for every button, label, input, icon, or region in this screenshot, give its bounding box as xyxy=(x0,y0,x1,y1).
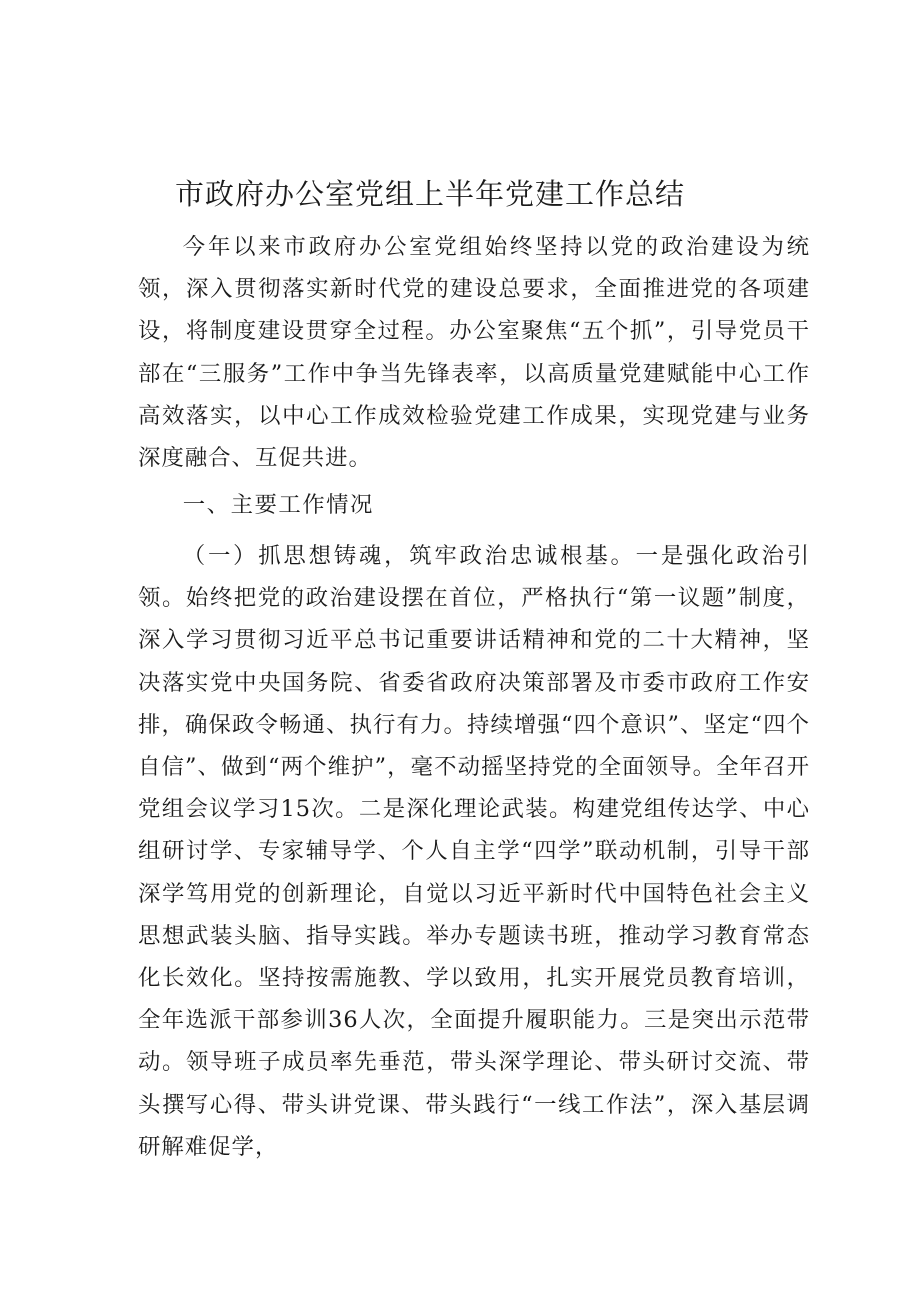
section-heading-main-work: 一、主要工作情况 xyxy=(182,492,374,518)
document-title: 市政府办公室党组上半年党建工作总结 xyxy=(174,177,685,211)
intro-paragraph: 今年以来市政府办公室党组始终坚持以党的政治建设为统领，深入贯彻落实新时代党的建设总要求，全面推进党的各项建设，将制度建设贯穿全过程。办公室聚焦“五个抓”，引导党员干部在“三服务”工作中争当先锋表率，以高质量党建赋能中心工作高效落实，以中心工作成效检验党建工作成果，实现党建与业务深度融合、互促共进。 xyxy=(138,234,810,472)
section-paragraph-ideology: （一）抓思想铸魂，筑牢政治忠诚根基。一是强化政治引领。始终把党的政治建设摆在首位，严格执行“第一议题”制度，深入学习贯彻习近平总书记重要讲话精神和党的二十大精神，坚决落实党中央国务院、省委省政府决策部署及市委市政府工作安排，确保政令畅通、执行有力。持续增强“四个意识”、坚定“四个自信”、做到“两个维护”，毫不动摇坚持党的全面领导。全年召开党组会议学习15次。二是深化理论武装。构建党组传达学、中心组研讨学、专家辅导学、个人自主学“四学”联动机制，引导干部深学笃用党的创新理论，自觉以习近平新时代中国特色社会主义思想武装头脑、指导实践。举办专题读书班，推动学习教育常态化长效化。坚持按需施教、学以致用，扎实开展党员教育培训，全年选派干部参训36人次，全面提升履职能力。三是突出示范带动。领导班子成员率先垂范，带头深学理论、带头研讨交流、带头撰写心得、带头讲党课、带头践行“一线工作法”，深入基层调研解难促学， xyxy=(138,543,810,1160)
